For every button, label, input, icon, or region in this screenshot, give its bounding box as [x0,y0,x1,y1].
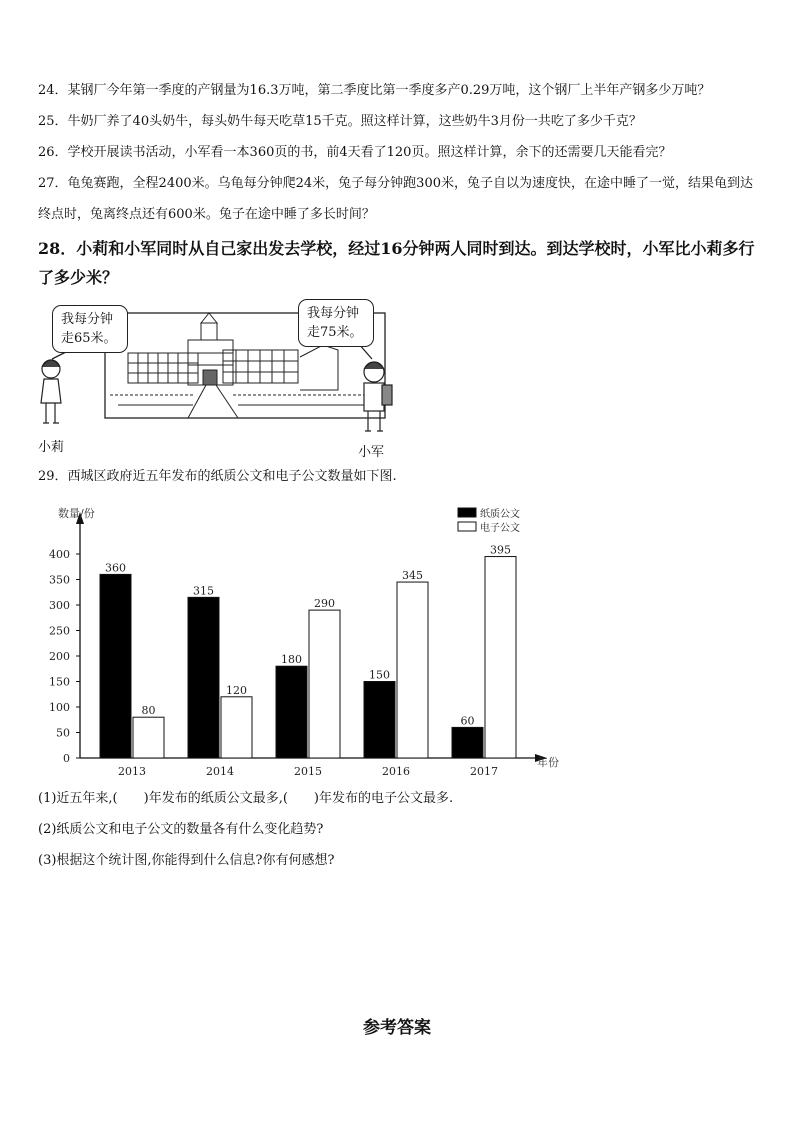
electronic-document-bar [397,582,428,758]
answer-section-title: 参考答案 [363,1018,431,1038]
legend-paper-label: 纸质公文 [480,509,520,520]
paper-bar-value-label: 60 [460,714,475,728]
electronic-bar-value-label: 80 [141,704,156,718]
paper-document-bar [364,682,395,759]
xiaojun-name-label: 小军 [358,445,385,460]
electronic-bar-value-label: 395 [490,543,511,557]
question-26: 26．学校开展读书活动，小军看一本360页的书，前4天看了120页。照这样计算，余下的还需要几天能看完？ [38,145,672,160]
x-tick-label: 2014 [206,765,234,778]
sub-question-3: (3)根据这个统计图,你能得到什么信息?你有何感想? [38,853,335,868]
y-tick-label: 50 [56,726,70,740]
electronic-document-bar [133,717,164,758]
paper-document-bar [452,727,483,758]
x-tick-label: 2016 [382,765,410,778]
legend-paper-swatch [458,508,476,517]
paper-bar-value-label: 315 [193,584,214,598]
paper-bar-value-label: 150 [369,668,390,682]
x-tick-label: 2015 [294,765,322,778]
y-tick-label: 250 [49,624,70,638]
legend-electronic-label: 电子公文 [480,523,520,534]
x-tick-label: 2017 [470,765,498,778]
electronic-document-bar [221,697,252,758]
question-28-illustration [38,295,438,465]
electronic-bar-value-label: 345 [402,569,423,583]
question-25: 25．牛奶厂养了40头奶牛，每头奶牛每天吃草15千克。照这样计算，这些奶牛3月份一共吃了多少千克？ [38,114,642,129]
xiaoli-speech-bubble: 我每分钟走65米。 [52,305,128,353]
document-count-bar-chart [30,500,559,790]
paper-document-bar [100,574,131,758]
electronic-bar-value-label: 290 [314,597,335,611]
y-tick-label: 300 [49,599,70,612]
x-tick-label: 2013 [118,765,146,778]
question-28: 28．小莉和小军同时从自己家出发去学校，经过16分钟两人同时到达。到达学校时，小军比小莉多行了多少米？ [38,239,755,287]
question-24: 24．某钢厂今年第一季度的产钢量为16.3万吨，第二季度比第一季度多产0.29万吨，这个钢厂上半年产钢多少万吨？ [38,83,711,98]
paper-bar-value-label: 360 [105,561,126,575]
y-axis-label: 数量/份 [58,507,95,520]
electronic-document-bar [485,557,516,758]
electronic-document-bar [309,610,340,758]
xiaoli-name-label: 小莉 [38,440,65,455]
paper-bar-value-label: 180 [281,653,302,667]
boy-figure-icon [364,362,392,431]
legend-electronic-swatch [458,522,476,531]
y-tick-label: 100 [49,701,70,714]
y-tick-label: 350 [49,573,70,587]
question-29: 29．西城区政府近五年发布的纸质公文和电子公文数量如下图. [38,469,397,484]
question-27: 27．龟兔赛跑，全程2400米。乌龟每分钟爬24米，兔子每分钟跑300米，兔子自以为速度快，在途中睡了一觉，结果龟到达终点时，兔离终点还有600米。兔子在途中睡了多长时间？ [38,176,753,222]
y-tick-label: 150 [49,675,70,689]
paper-document-bar [276,666,307,758]
girl-figure-icon [41,360,61,423]
sub-question-2: (2)纸质公文和电子公文的数量各有什么变化趋势? [38,822,324,837]
electronic-bar-value-label: 120 [226,683,247,697]
sub-question-1: (1)近五年来,( )年发布的纸质公文最多,( )年发布的电子公文最多. [38,791,454,806]
y-tick-label: 400 [49,548,70,561]
y-tick-label: 200 [49,650,70,663]
paper-document-bar [188,597,219,758]
left-bubble-tail [52,352,66,359]
xiaojun-speech-bubble: 我每分钟走75米。 [298,299,374,347]
x-axis-label: 年份 [537,756,559,769]
y-tick-label: 0 [63,752,70,765]
